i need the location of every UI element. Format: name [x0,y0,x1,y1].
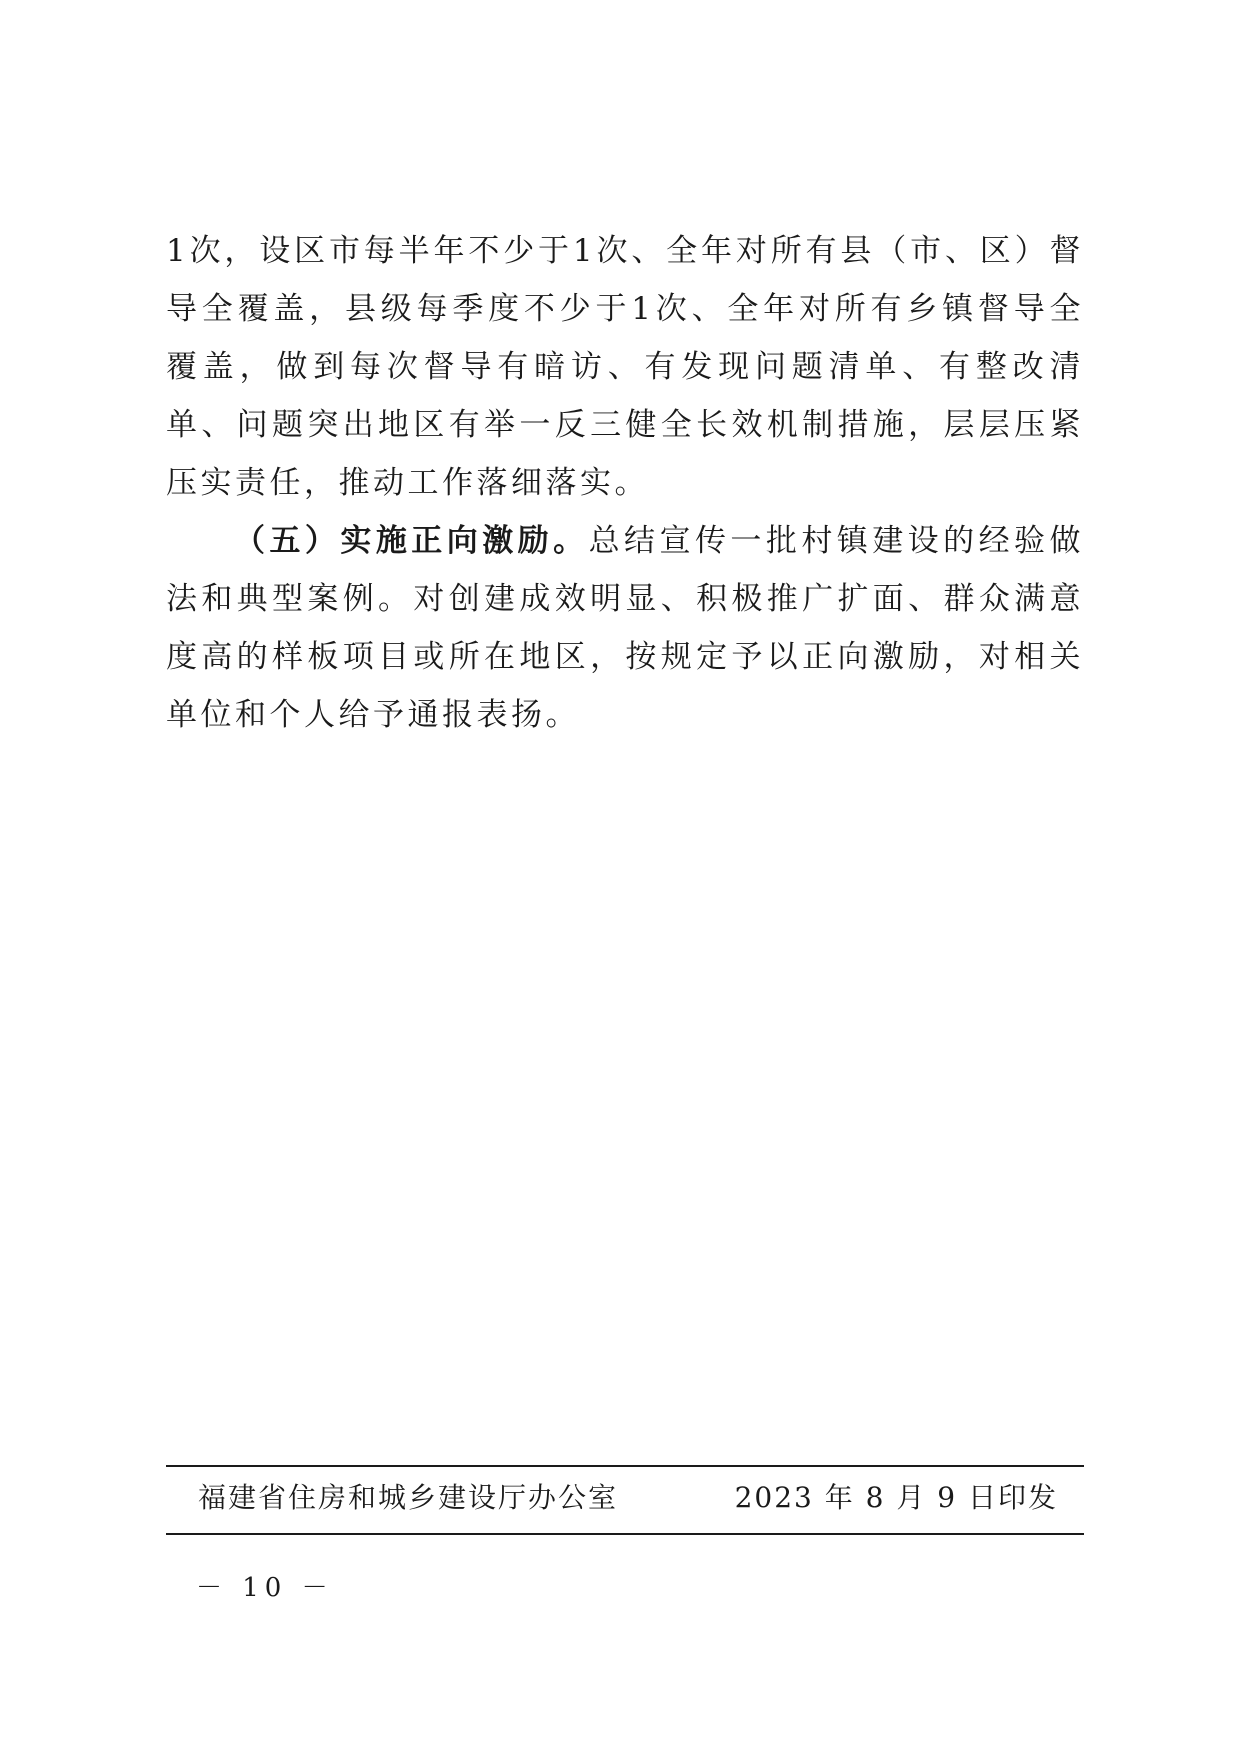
body-text [166,222,1084,744]
paragraph-section-five [166,512,1084,744]
paragraph-text: 1次，设区市每半年不少于1次、全年对所有县（市、区）督导全覆盖，县级每季度不少于1次、全年对所有乡镇督导全覆盖，做到每次督导有暗访、有发现问题清单、有整改清单、问题突出地区有举一反三健全长效机制措施，层层压紧压实责任，推动工作落细落实。 [166,233,1084,501]
paragraph-text: 总结宣传一批村镇建设的经验做法和典型案例。对创建成效明显、积极推广扩面、群众满意度高的样板项目或所在地区，按规定予以正向激励，对相关单位和个人给予通报表扬。 [166,523,1085,733]
issue-date: 2023 年 8 月 9 日印发 [734,1481,1058,1514]
paragraph-continued [166,222,1084,512]
footer-bottom-rule [166,1533,1084,1535]
section-heading: （五）实施正向激励。 [234,523,589,559]
page-number: － 10 － [196,1573,334,1603]
footer-top-rule [166,1465,1084,1467]
issuing-office: 福建省住房和城乡建设厅办公室 [198,1481,619,1514]
